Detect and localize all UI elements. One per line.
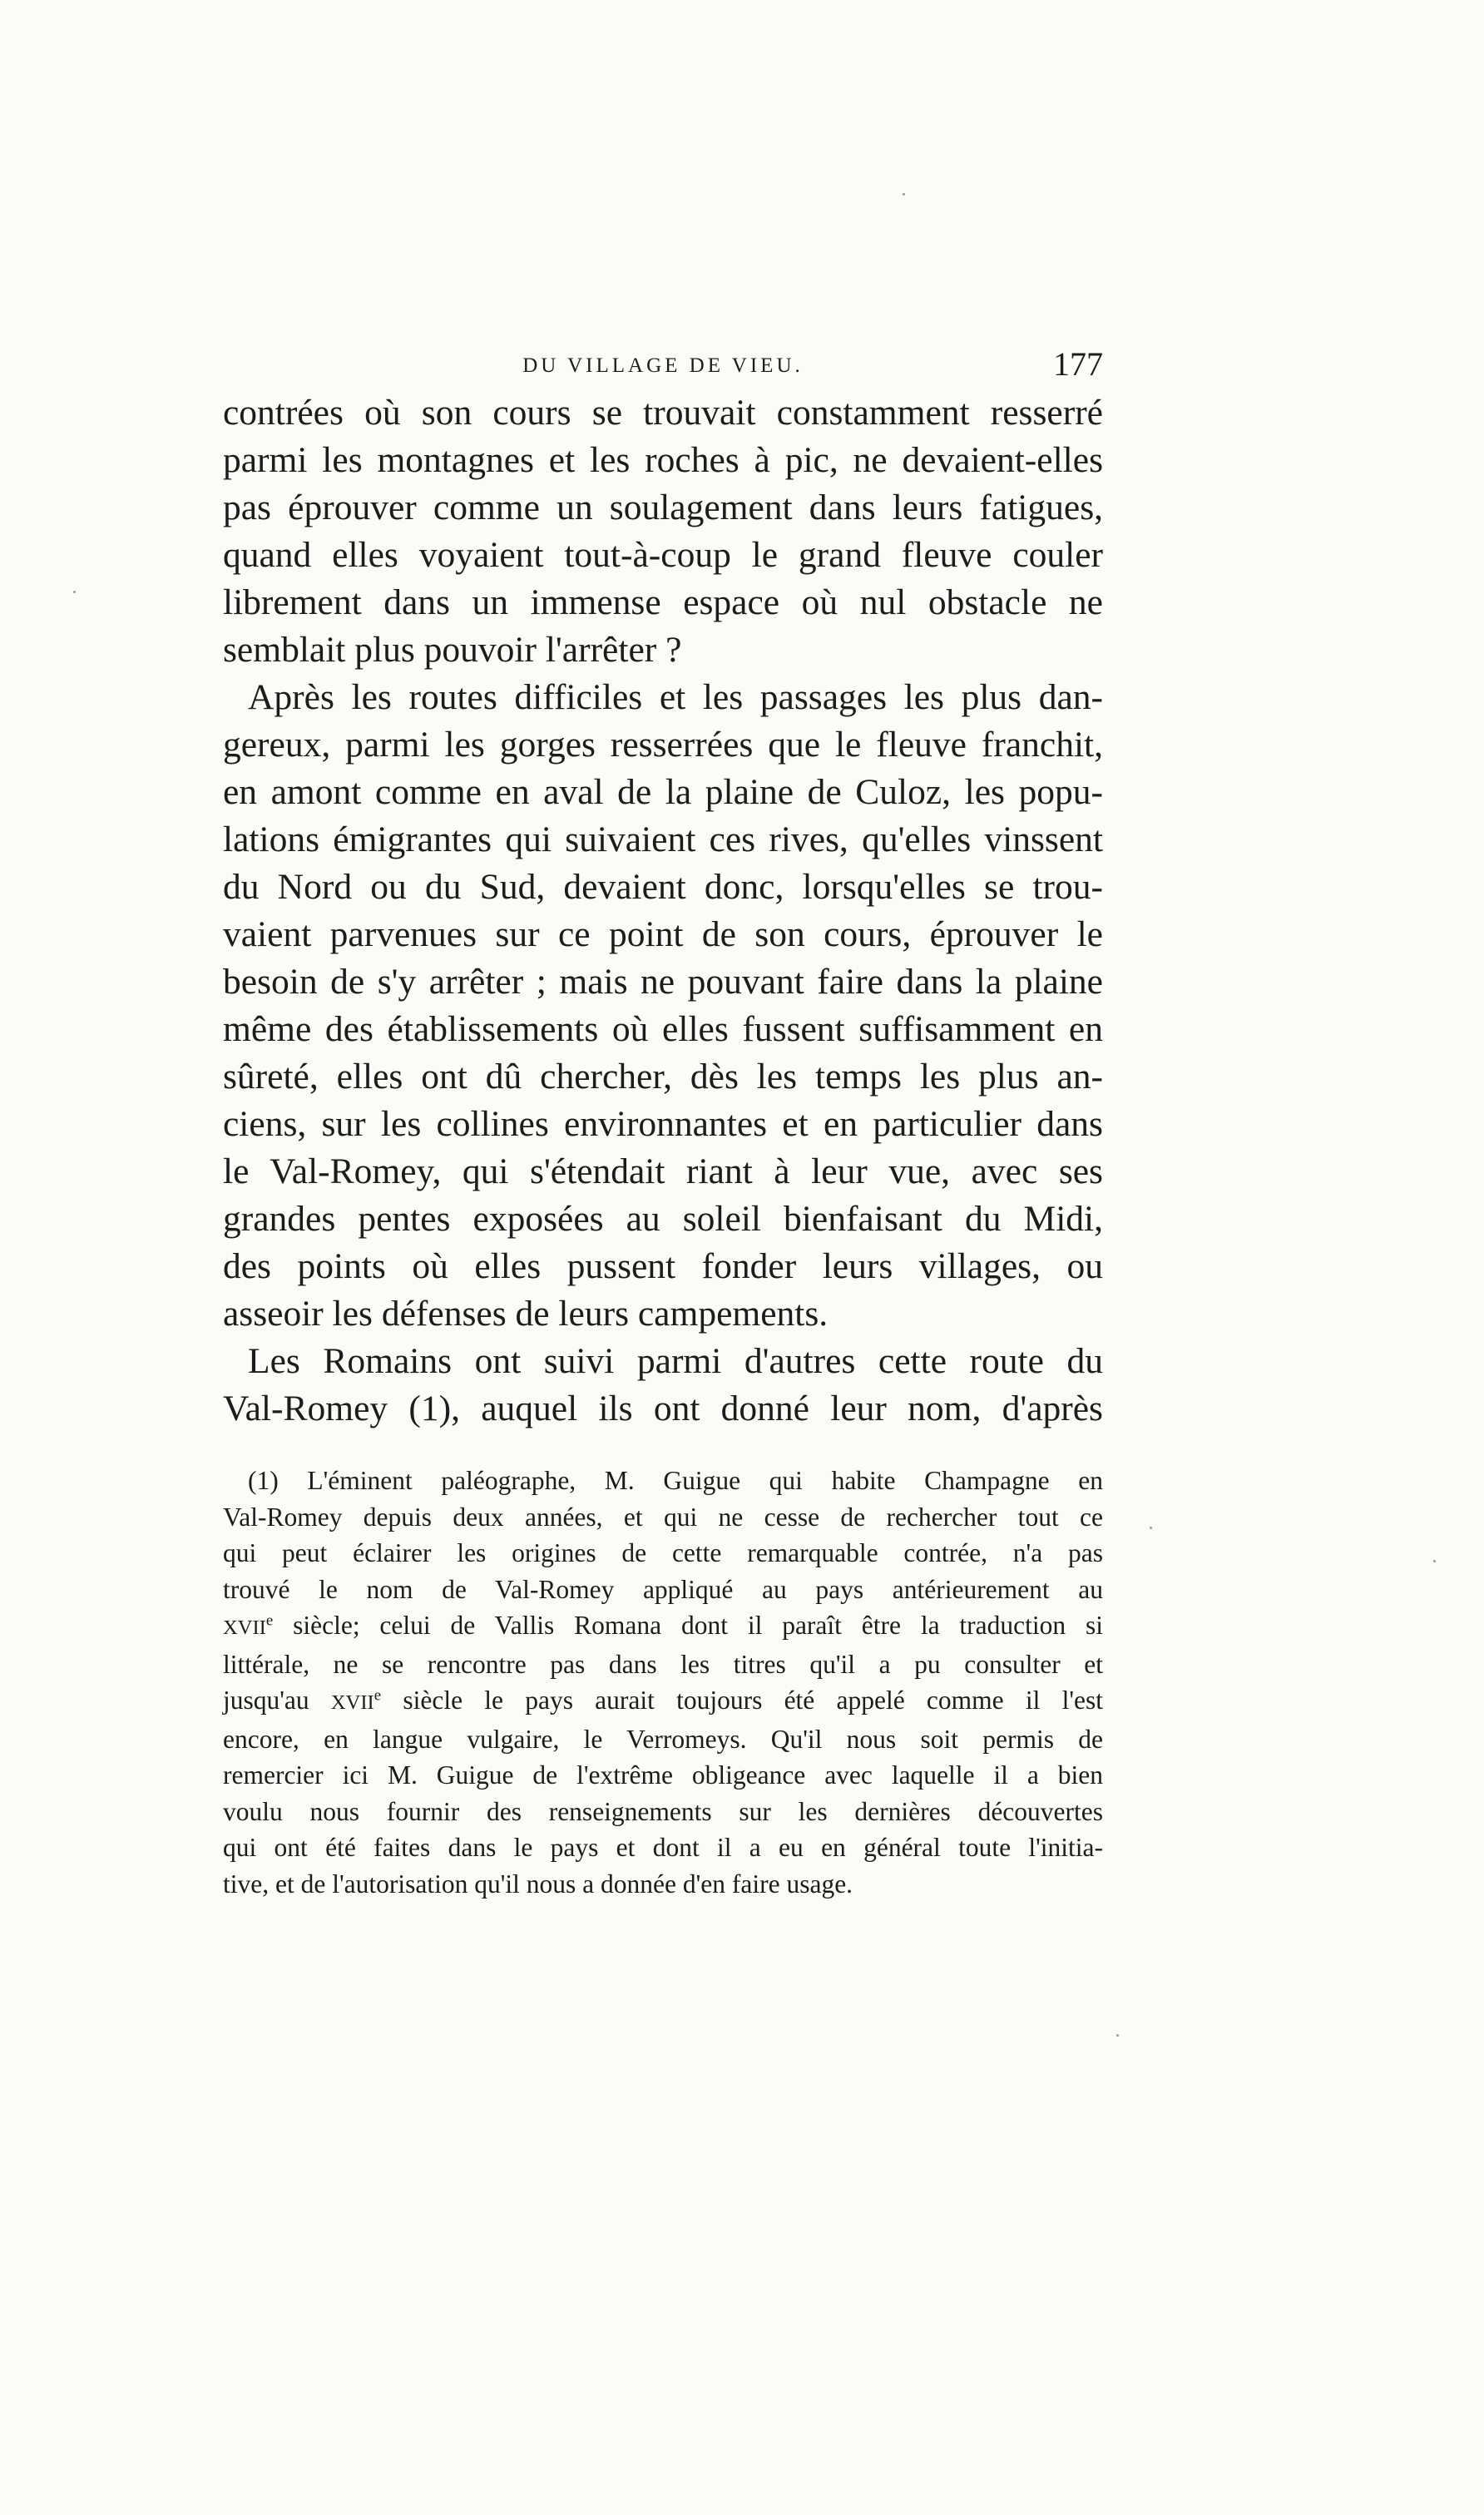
paper-speck — [1433, 1560, 1436, 1562]
footnote-line: qui peut éclairer les origines de cette remarquable contrée, n'a pas — [223, 1538, 1103, 1567]
paper-speck — [73, 591, 76, 593]
century-suffix: e — [265, 1611, 274, 1630]
footnote-line: qui ont été faites dans le pays et dont il a eu en général toute l'initia- — [223, 1833, 1103, 1862]
body-line: des points où elles pussent fonder leurs villages, ou — [223, 1246, 1103, 1286]
century-suffix: e — [373, 1686, 382, 1705]
body-line: besoin de s'y arrêter ; mais ne pouvant faire dans la plaine — [223, 962, 1103, 1002]
body-line: Les Romains ont suivi parmi d'autres cette route du — [248, 1341, 1103, 1381]
century-numeral: XVII — [223, 1616, 266, 1639]
body-line: en amont comme en aval de la plaine de Culoz, les popu- — [223, 772, 1103, 812]
footnote-line-text: siècle le pays aurait toujours été appelé comme il l'est — [403, 1686, 1103, 1715]
footnote-line: trouvé le nom de Val-Romey appliqué au pays antérieurement au — [223, 1574, 1103, 1604]
body-line: sûreté, elles ont dû chercher, dès les temps les plus an- — [223, 1057, 1103, 1097]
paper-speck — [903, 193, 905, 196]
footnote-line-century — [223, 1607, 1103, 1646]
page-number: 177 — [1053, 345, 1103, 383]
running-title: DU VILLAGE DE VIEU. — [522, 354, 804, 377]
body-line: ciens, sur les collines environnantes et en particulier dans — [223, 1104, 1103, 1144]
footnote-line-text: siècle; celui de Vallis Romana dont il paraît être la traduction si — [293, 1611, 1104, 1640]
paper-speck — [1150, 1527, 1152, 1529]
footnote-line: Val-Romey depuis deux années, et qui ne cesse de rechercher tout ce — [223, 1502, 1103, 1532]
century-numeral: XVII — [330, 1691, 374, 1714]
footnote-line-century — [223, 1682, 1103, 1721]
footnote — [223, 1463, 1103, 1902]
body-line: quand elles voyaient tout-à-coup le grand fleuve couler — [223, 535, 1103, 575]
footnote-line: littérale, ne se rencontre pas dans les titres qu'il a pu consulter et — [223, 1649, 1103, 1679]
footnote-line: tive, et de l'autorisation qu'il nous a donnée d'en faire usage. — [223, 1869, 853, 1899]
body-line: Après les routes difficiles et les passages les plus dan- — [248, 677, 1103, 717]
body-line: parmi les montagnes et les roches à pic, ne devaient-elles — [223, 440, 1103, 480]
footnote-line: voulu nous fournir des renseignements sur les dernières découvertes — [223, 1796, 1103, 1826]
body-text — [223, 389, 1103, 1433]
paper-speck — [1116, 2034, 1119, 2037]
body-line: asseoir les défenses de leurs campements. — [223, 1294, 829, 1334]
body-line: semblait plus pouvoir l'arrêter ? — [223, 630, 682, 670]
running-head — [223, 344, 1103, 386]
footnote-line: encore, en langue vulgaire, le Verromeys. Qu'il nous soit permis de — [223, 1724, 1103, 1754]
footnote-line: remercier ici M. Guigue de l'extrême obligeance avec laquelle il a bien — [223, 1760, 1103, 1790]
footnote-line: (1) L'éminent paléographe, M. Guigue qui habite Champagne en — [248, 1466, 1103, 1495]
body-line: grandes pentes exposées au soleil bienfaisant du Midi, — [223, 1199, 1103, 1239]
body-line: le Val-Romey, qui s'étendait riant à leur vue, avec ses — [223, 1151, 1103, 1191]
body-line: Val-Romey (1), auquel ils ont donné leur nom, d'après — [223, 1389, 1103, 1428]
footnote-line-text: jusqu'au — [223, 1686, 309, 1715]
body-line: gereux, parmi les gorges resserrées que le fleuve franchit, — [223, 725, 1103, 765]
body-line: même des établissements où elles fussent suffisamment en — [223, 1009, 1103, 1049]
body-line: du Nord ou du Sud, devaient donc, lorsqu'elles se trou- — [223, 867, 1103, 907]
body-line: contrées où son cours se trouvait constamment resserré — [223, 393, 1103, 433]
body-line: lations émigrantes qui suivaient ces rives, qu'elles vinssent — [223, 819, 1103, 859]
body-line: pas éprouver comme un soulagement dans leurs fatigues, — [223, 488, 1103, 527]
body-line: vaient parvenues sur ce point de son cours, éprouver le — [223, 914, 1103, 954]
body-line: librement dans un immense espace où nul obstacle ne — [223, 582, 1103, 622]
